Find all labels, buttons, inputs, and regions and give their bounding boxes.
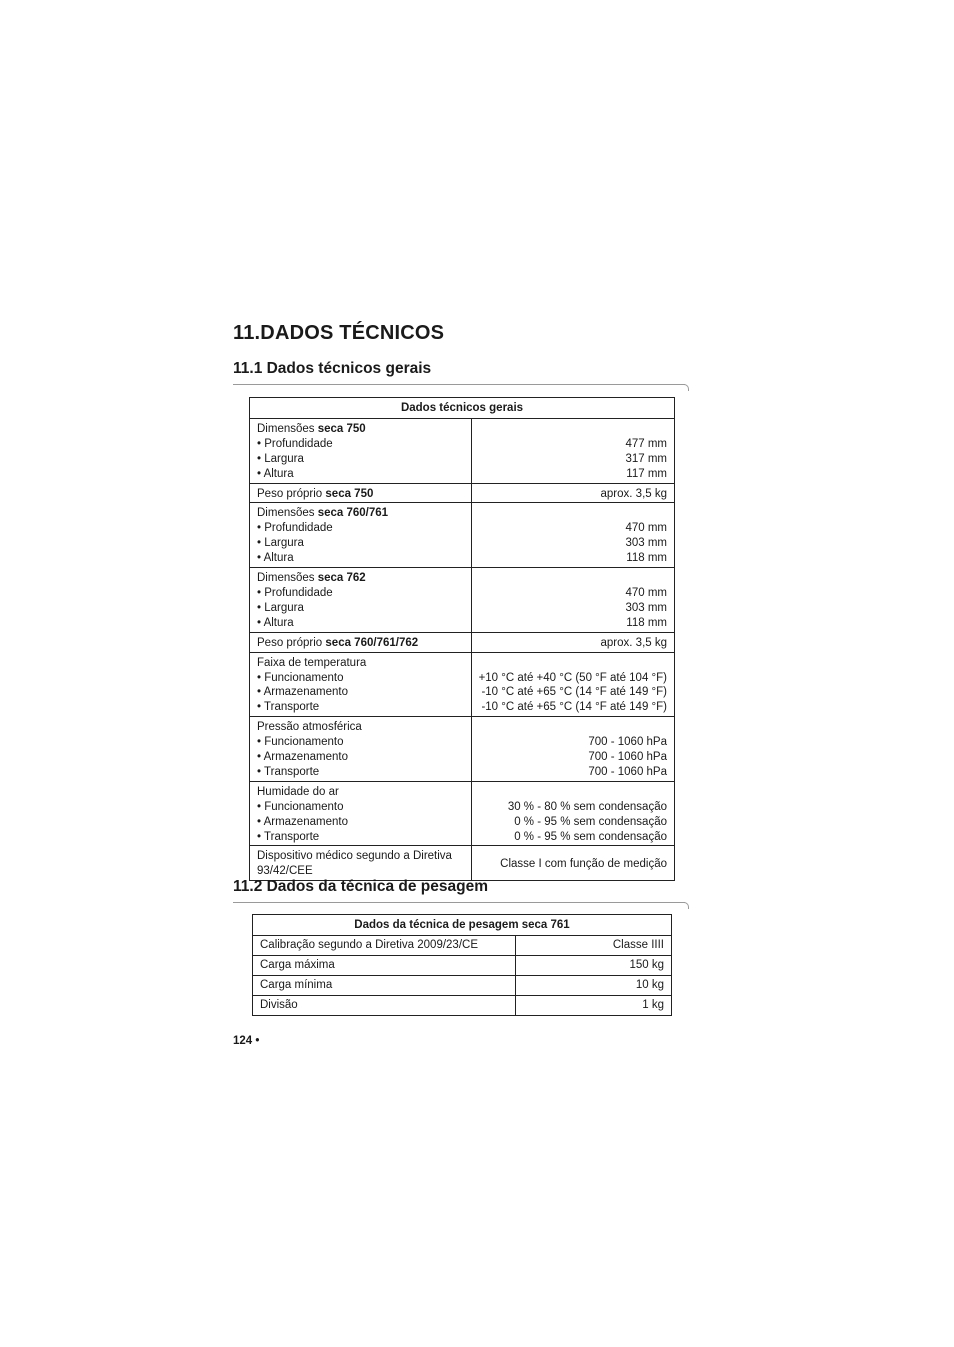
- list-item: • Armazenamento: [257, 686, 348, 699]
- row-value-cell: [471, 568, 674, 633]
- weighing-technical-data-table: [252, 914, 672, 1016]
- list-item: • Profundidade: [257, 437, 333, 450]
- value-text: 117 mm: [626, 467, 667, 480]
- value-text: -10 °C até +65 °C (14 °F até 149 °F): [481, 686, 667, 699]
- list-item: • Profundidade: [257, 522, 333, 535]
- row-label-cell: [250, 652, 472, 717]
- row-label-cell: [250, 781, 472, 846]
- section-title-weighing: 11.2 Dados da técnica de pesagem: [233, 878, 489, 895]
- table-row: [250, 652, 675, 717]
- table-row: [250, 483, 675, 503]
- row-value: 150 kg: [516, 955, 672, 975]
- row-label: [257, 571, 464, 586]
- list-item: • Largura: [257, 452, 304, 465]
- value-text: 477 mm: [625, 437, 667, 450]
- row-label-cell: [250, 483, 472, 503]
- row-label-cell: [250, 568, 472, 633]
- row-label: [257, 656, 464, 671]
- list-item: • Profundidade: [257, 586, 333, 599]
- row-label: [257, 422, 464, 437]
- section-divider: [233, 384, 685, 385]
- value-text: 317 mm: [625, 452, 667, 465]
- section-divider: [233, 902, 685, 903]
- model-name: seca 762: [317, 572, 366, 585]
- row-label: [257, 487, 464, 502]
- value-text: aprox. 3,5 kg: [600, 636, 667, 649]
- label-text: Peso próprio: [257, 636, 326, 649]
- row-label: [257, 785, 464, 800]
- row-label: [257, 636, 464, 651]
- value-text: 303 mm: [625, 537, 667, 550]
- row-value: 10 kg: [516, 975, 672, 995]
- row-label-cell: [250, 717, 472, 782]
- row-value-cell: [471, 632, 674, 652]
- row-label: Calibração segundo a Diretiva 2009/23/CE: [253, 935, 516, 955]
- row-value-cell: [471, 781, 674, 846]
- model-name: seca 750: [325, 487, 374, 500]
- table-row: [250, 568, 675, 633]
- row-label: [257, 506, 464, 521]
- list-item: • Funcionamento: [257, 671, 344, 684]
- row-label-cell: [250, 503, 472, 568]
- value-text: +10 °C até +40 °C (50 °F até 104 °F): [478, 671, 667, 684]
- row-value: Classe IIII: [516, 935, 672, 955]
- value-text: 470 mm: [625, 522, 667, 535]
- chapter-title: 11.DADOS TÉCNICOS: [233, 322, 445, 344]
- list-item: • Armazenamento: [257, 815, 348, 828]
- list-item: • Largura: [257, 601, 304, 614]
- row-value-cell: [471, 483, 674, 503]
- value-text: 700 - 1060 hPa: [588, 736, 667, 749]
- list-item: • Funcionamento: [257, 736, 344, 749]
- row-label-cell: [250, 418, 472, 483]
- label-text: Dimensões: [257, 507, 318, 520]
- row-label: Divisão: [253, 995, 516, 1015]
- label-text: Pressão atmosférica: [257, 721, 362, 734]
- table-row: [250, 632, 675, 652]
- value-text: 30 % - 80 % sem condensação: [507, 800, 667, 813]
- list-item: • Altura: [257, 467, 294, 480]
- label-text: Peso próprio: [257, 487, 326, 500]
- label-text: Dimensões: [257, 422, 318, 435]
- list-item: • Transporte: [257, 830, 320, 843]
- row-value: 1 kg: [516, 995, 672, 1015]
- table-row: [253, 995, 672, 1015]
- table-row: [253, 955, 672, 975]
- value-text: 303 mm: [625, 601, 667, 614]
- value-text: aprox. 3,5 kg: [600, 487, 667, 500]
- table-row: [250, 717, 675, 782]
- model-name: seca 750: [317, 422, 366, 435]
- table-header: Dados da técnica de pesagem seca 761: [253, 915, 672, 936]
- table-row: [250, 503, 675, 568]
- value-text: 0 % - 95 % sem condensação: [514, 830, 667, 843]
- table-row: [250, 846, 675, 881]
- row-label-cell: [250, 632, 472, 652]
- list-item: • Transporte: [257, 765, 320, 778]
- value-text: 118 mm: [626, 616, 667, 629]
- list-item: • Altura: [257, 552, 294, 565]
- label-text: Dispositivo médico segundo a Diretiva 93/42/CEE: [257, 850, 452, 878]
- value-text: -10 °C até +65 °C (14 °F até 149 °F): [481, 701, 667, 714]
- row-value-cell: [471, 503, 674, 568]
- value-text: 118 mm: [626, 552, 667, 565]
- list-item: • Largura: [257, 537, 304, 550]
- row-label-cell: [250, 846, 472, 881]
- label-text: Dimensões: [257, 572, 318, 585]
- table-row: [253, 975, 672, 995]
- model-name: seca 760/761/762: [325, 636, 419, 649]
- value-text: 470 mm: [625, 586, 667, 599]
- label-text: Humidade do ar: [257, 785, 339, 798]
- row-value-cell: [471, 846, 674, 881]
- table-header: Dados técnicos gerais: [250, 398, 675, 419]
- row-label: Carga mínima: [253, 975, 516, 995]
- row-value-cell: [471, 652, 674, 717]
- value-text: Classe I com função de medição: [500, 857, 667, 870]
- list-item: • Funcionamento: [257, 800, 344, 813]
- list-item: • Transporte: [257, 701, 320, 714]
- list-item: • Armazenamento: [257, 751, 348, 764]
- value-text: 700 - 1060 hPa: [588, 751, 667, 764]
- row-label: Carga máxima: [253, 955, 516, 975]
- row-value-cell: [471, 717, 674, 782]
- model-name: seca 760/761: [317, 507, 389, 520]
- list-item: • Altura: [257, 616, 294, 629]
- value-text: 0 % - 95 % sem condensação: [514, 815, 667, 828]
- row-value-cell: [471, 418, 674, 483]
- row-label: [257, 849, 464, 879]
- value-text: 700 - 1060 hPa: [588, 765, 667, 778]
- table-row: [253, 935, 672, 955]
- general-technical-data-table: [249, 397, 675, 881]
- label-text: Faixa de temperatura: [257, 656, 367, 669]
- table-row: [250, 781, 675, 846]
- row-label: [257, 720, 464, 735]
- page-number: 124 •: [233, 1035, 260, 1047]
- table-row: [250, 418, 675, 483]
- section-title-general: 11.1 Dados técnicos gerais: [233, 360, 432, 377]
